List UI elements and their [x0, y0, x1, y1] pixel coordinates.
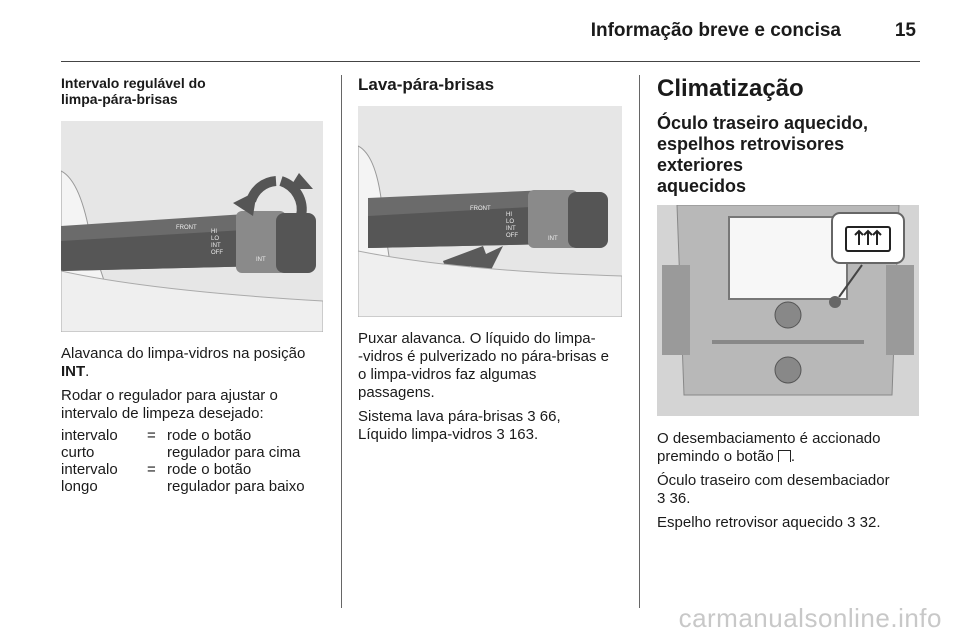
paragraph: [657, 472, 922, 508]
table-term: curto: [61, 444, 95, 461]
fig-label: OFF: [211, 250, 223, 256]
fig-label: INT: [506, 226, 516, 232]
text: Espelho retrovisor aquecido: [657, 514, 843, 531]
heading-line: aquecidos: [657, 176, 747, 196]
page-ref[interactable]: 36.: [669, 490, 691, 507]
table-separator: =: [147, 461, 156, 478]
table-desc: rode o botão: [167, 427, 252, 444]
table-row: [61, 427, 326, 461]
section-heading: [61, 75, 326, 107]
table-desc: regulador para baixo: [167, 478, 305, 495]
rear-defrost-icon: [778, 450, 791, 462]
heading-line: Intervalo regulável do: [61, 75, 206, 91]
page-ref[interactable]: 32.: [859, 514, 881, 531]
text: o limpa-vidros faz algumas: [358, 366, 537, 383]
fig-label: FRONT: [176, 225, 197, 231]
fig-label: INT: [211, 243, 221, 249]
page-ref-arrow-icon: 3: [496, 426, 505, 443]
paragraph: [657, 430, 922, 466]
text: Óculo traseiro com desembaciador: [657, 472, 890, 489]
text: Alavanca do limpa-vidros na posição: [61, 345, 306, 362]
fig-label: HI: [211, 229, 217, 235]
table-term: longo: [61, 478, 98, 495]
section-heading: [657, 113, 922, 197]
heading-line: Óculo traseiro aquecido,: [657, 113, 869, 133]
table-term: intervalo: [61, 461, 118, 478]
text: .: [85, 363, 90, 380]
bold-term: INT: [61, 363, 86, 380]
table-separator: =: [147, 427, 156, 444]
paragraph: [657, 514, 922, 532]
text: intervalo de limpeza desejado:: [61, 405, 264, 422]
paragraph: [358, 408, 624, 444]
fig-label: LO: [506, 219, 515, 225]
page-ref-arrow-icon: 3: [847, 514, 856, 531]
paragraph: [61, 387, 326, 423]
text: Rodar o regulador para ajustar o: [61, 387, 278, 404]
table-desc: regulador para cima: [167, 444, 301, 461]
fig-label: HI: [506, 212, 512, 218]
heading-line: limpa-pára-brisas: [61, 91, 178, 107]
fig-label: INT: [256, 257, 266, 263]
paragraph: [61, 345, 326, 381]
chapter-heading: Climatização: [657, 75, 804, 102]
column-climate: [657, 75, 922, 532]
section-heading: Lava-pára-brisas: [358, 75, 495, 94]
text: Puxar alavanca. O líquido do limpa-: [358, 330, 596, 347]
page-ref-arrow-icon: 3: [527, 408, 536, 425]
column-divider: [341, 75, 342, 608]
header-rule: [61, 61, 920, 62]
page-ref[interactable]: 163.: [508, 426, 539, 443]
fig-label: INT: [548, 236, 558, 242]
paragraph: [358, 330, 624, 402]
fig-label: FRONT: [470, 206, 491, 212]
text: premindo o botão: [657, 448, 774, 465]
page-number: 15: [894, 20, 916, 41]
climate-panel-illustration: [657, 205, 919, 416]
page-ref-arrow-icon: 3: [657, 490, 666, 507]
watermark-url: carmanualsonline.info: [678, 603, 942, 633]
fig-label: LO: [211, 236, 220, 242]
column-divider: [639, 75, 640, 608]
page-ref[interactable]: 66,: [539, 408, 561, 425]
text: .: [790, 448, 796, 465]
definition-table: [61, 427, 326, 495]
text: O desembaciamento é accionado: [657, 430, 881, 447]
fig-label: OFF: [506, 233, 518, 239]
text: Líquido limpa-vidros: [358, 426, 493, 443]
text: Sistema lava pára-brisas: [358, 408, 524, 425]
column-wiper-interval: [61, 75, 326, 495]
heading-line: espelhos retrovisores exteriores: [657, 134, 845, 175]
text: -vidros é pulverizado no pára-brisas e: [358, 348, 609, 365]
wiper-stalk-illustration: [61, 121, 323, 332]
table-desc: rode o botão: [167, 461, 252, 478]
table-term: intervalo: [61, 427, 118, 444]
washer-stalk-illustration: [358, 106, 622, 317]
running-header-title: Informação breve e concisa: [590, 20, 841, 41]
table-row: [61, 461, 326, 495]
text: passagens.: [358, 384, 435, 401]
column-washer: [358, 75, 624, 444]
